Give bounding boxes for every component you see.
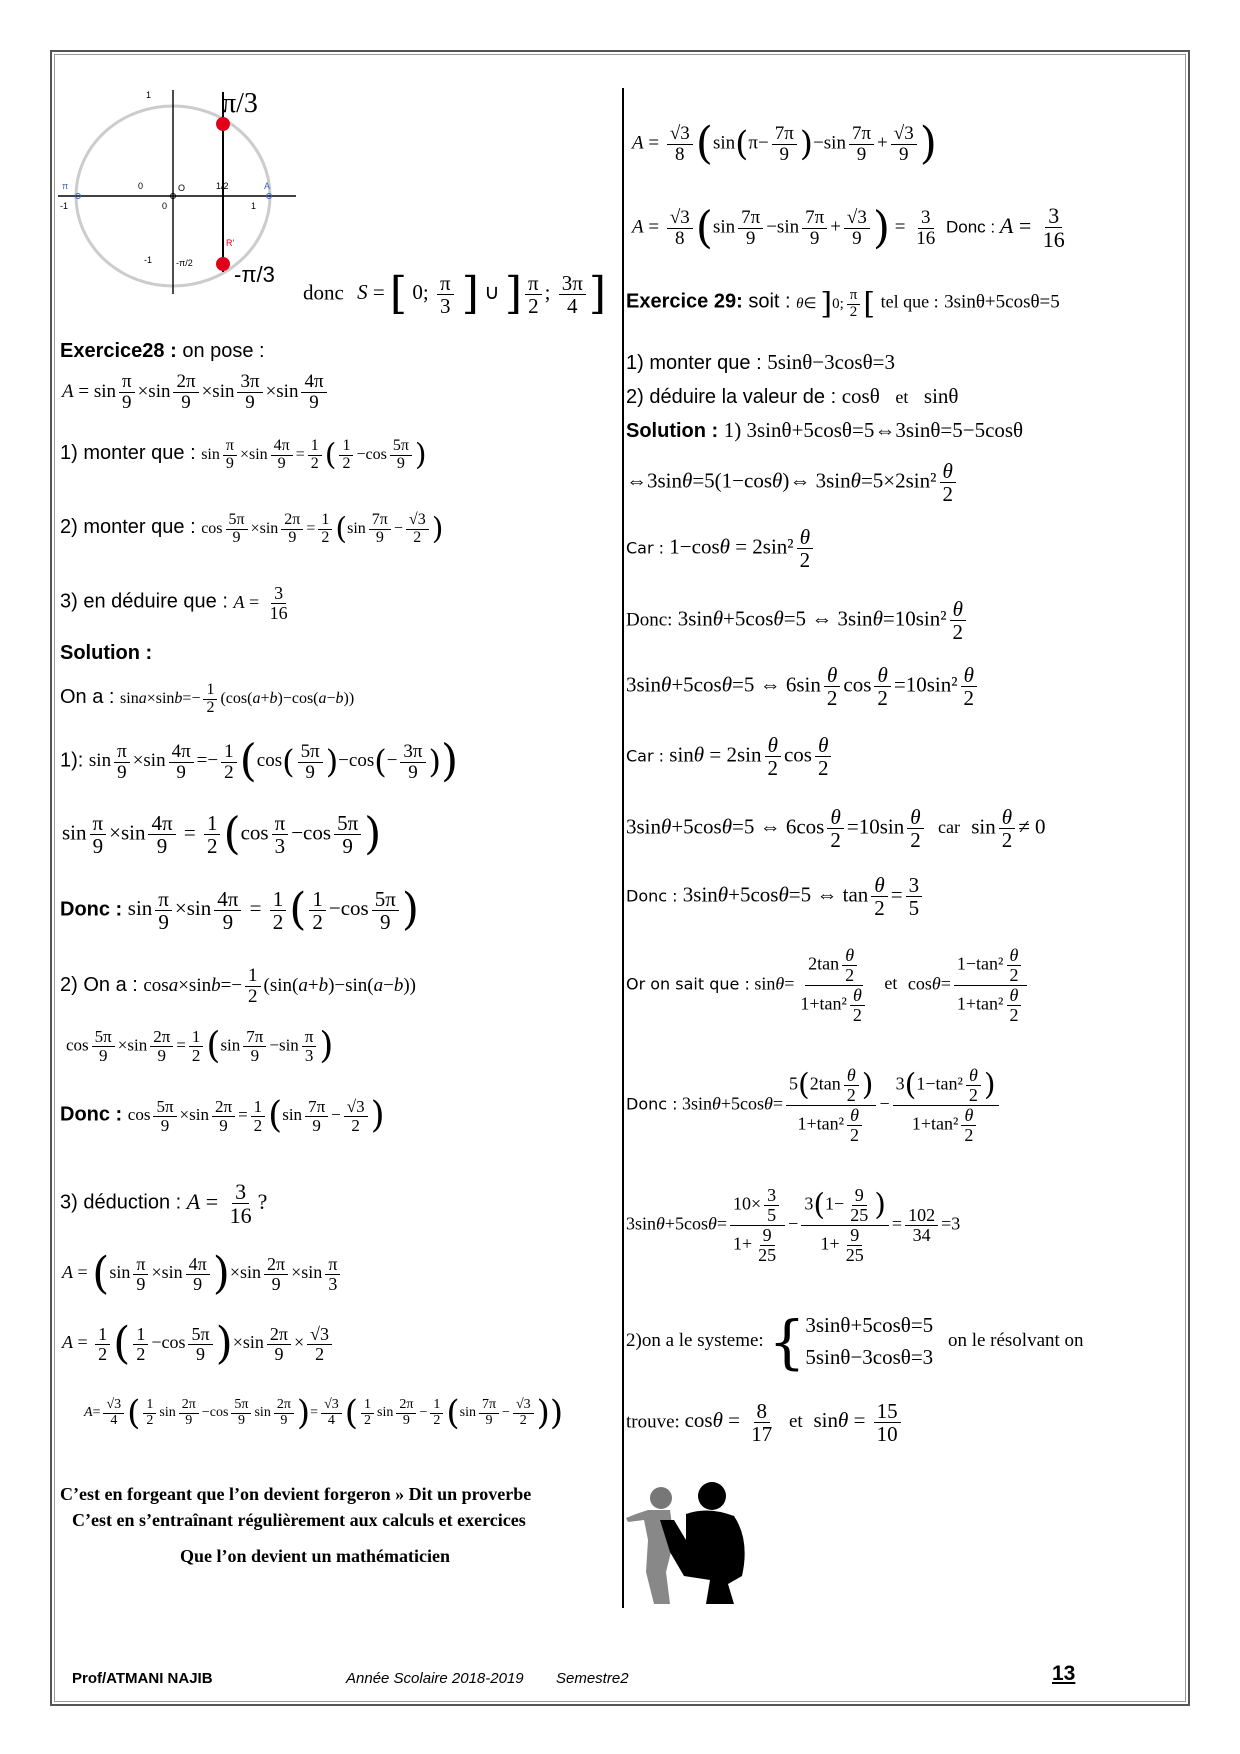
ex28-on-a: On a : sina×sinb=− $\frac{1}{2}$ (cos(a+b)−cos(a−b)) [60, 681, 355, 716]
ex28-q1: 1) monter que : sin $\frac{\pi}{9}$ ×sin $\frac{4\pi}{9}$ = $\frac{1}{2}$ ( $\frac{1}{2}$ −cos $\frac{5\pi}{9}$ ) [60, 437, 427, 473]
ex28-q2-label: 2) monter que : [60, 515, 196, 538]
donc-prefix: donc [303, 280, 344, 305]
footer-author: Prof/ATMANI NAJIB [72, 1670, 213, 1687]
s2-label: 2) On a : [60, 973, 138, 996]
ex29-q2 [626, 384, 958, 409]
donc-label: Donc : [626, 1094, 678, 1114]
s1-label: 1): [60, 749, 84, 772]
axis-label: -1 [144, 255, 153, 265]
ex28-A-definition: A = sin $\frac{\pi}{9}$ ×sin $\frac{2\pi}{9}$ ×sin $\frac{3\pi}{9}$ ×sin $\frac{4\pi}{9}$ [62, 372, 330, 413]
solution-set-line: donc S = [ 0; $\frac{\pi}{3}$ ] ∪ ] $\frac{\pi}{2}$ ; $\frac{3\pi}{4}$ ] [303, 268, 606, 320]
ex28-heading [60, 340, 265, 363]
ex29-title: Exercice 29: [626, 290, 743, 313]
ex29-system: 2)on a le systeme: { 3sinθ+5cosθ=5 5sinθ−3cosθ=3 on le résolvant on [626, 1307, 1084, 1376]
ex29-calc: 3sinθ+5cosθ= 10× $\frac{3}{5}$ 1+ $\frac{9}{25}$ − 3(1− $\frac{9}{25}$ ) 1+ $\frac{9}{25}$ = $\frac{102}{34}$ =3 [626, 1185, 961, 1265]
ex29-solution-line1 [626, 418, 1023, 443]
ex29-car1: Car : 1−cosθ = 2sin² $\frac{\theta}{2}$ [626, 526, 816, 571]
ex28-q3-label: 3) en déduire que : [60, 590, 228, 613]
column-divider [622, 88, 624, 1608]
label-pi-over-3: π/3 [222, 88, 258, 119]
ex28-intro: on pose : [182, 340, 265, 362]
quote-line2: C’est en s’entraînant régulièrement aux calculs et exercices [72, 1510, 526, 1530]
ex29-q2-sin: sinθ [923, 384, 959, 408]
ex28-s2-conclusion: Donc : cos $\frac{5\pi}{9}$ ×sin $\frac{2\pi}{9}$ = $\frac{1}{2}$ (sin $\frac{7\pi}{9}$ − $\frac{√3}{2}$ ) [60, 1095, 385, 1137]
car-label: Car : [626, 746, 665, 766]
axis-label: 1 [146, 90, 152, 100]
donc-label: Donc: [626, 609, 673, 631]
or-label: Or on sait que : [626, 974, 750, 994]
ex28-s3-deduction: 3) déduction : A = $\frac{3}{16}$ ? [60, 1179, 268, 1229]
right-A-line2: A = $\frac{√3}{8}$ (sin $\frac{7\pi}{9}$ −sin $\frac{7\pi}{9}$ + $\frac{√3}{9}$ ) = $\frac{3}{16}$ Donc : A = $\frac{3}{16}$ [632, 202, 1065, 254]
ex28-s1-conclusion: Donc : sin $\frac{\pi}{9}$ ×sin $\frac{4\pi}{9}$ = $\frac{1}{2}$ ( $\frac{1}{2}$ −cos $\frac{5\pi}{9}$ ) [60, 884, 420, 936]
axis-label: O [178, 183, 186, 193]
ex29-soit: soit : [748, 290, 791, 313]
ex28-s3-line3: A= $\frac{√3}{4}$ ( $\frac{1}{2}$ sin $\frac{2\pi}{9}$ −cos $\frac{5\pi}{9}$ sin $\frac{2\pi}{9}$ )= $\frac{√3}{4}$ ( $\frac{1}{2}$ sin $\frac{2\pi}{9}$ − $\frac{1}{2}$ (sin $\frac{7\pi}{9}$ − $\frac{√3}{2}$ )) [84, 1393, 564, 1433]
ex28-s1-line1: 1): sin $\frac{\pi}{9}$ ×sin $\frac{4\pi}{9}$ =− $\frac{1}{2}$ (cos( $\frac{5\pi}{9}$ )−cos(− $\frac{3\pi}{9}$ )) [60, 736, 459, 787]
donc-label: Donc : [626, 886, 678, 906]
right-A-line1: A = $\frac{√3}{8}$ (sin(π− $\frac{7\pi}{9}$ )−sin $\frac{7\pi}{9}$ + $\frac{√3}{9}$ ) [632, 118, 937, 169]
ex29-heading: Exercice 29: soit : θ∈ ]0; $\frac{\pi}{2}$ [ tel que : 3sinθ+5cosθ=5 [626, 286, 1060, 322]
ex29-donc3: Donc : 3sinθ+5cosθ= 5(2tan $\frac{\theta}{2}$ ) 1+tan² $\frac{\theta}{2}$ − 3(1−tan² $\frac{\theta}{2}$ ) 1+tan² $\frac{\theta}{2}$ [626, 1066, 1002, 1145]
axis-label: R' [226, 238, 235, 248]
donc-label: Donc : [946, 217, 996, 237]
ex29-solution-title: Solution : [626, 420, 719, 442]
axis-label: A [264, 181, 271, 191]
trouve-label: trouve: [626, 1411, 680, 1433]
sys-eq2: 5sinθ−3cosθ=3 [805, 1344, 934, 1369]
donc-label: Donc : [60, 1103, 123, 1126]
quote-line3: Que l’on devient un mathématicien [180, 1546, 450, 1566]
axis-label: -π/2 [176, 258, 193, 268]
axis-label: 1 [251, 201, 257, 211]
ex28-q3: 3) en déduire que : A = $\frac{3}{16}$ [60, 583, 288, 623]
footer-semester: Semestre2 [556, 1670, 629, 1687]
car-word: car [937, 817, 960, 838]
ex29-eq: 3sinθ+5cosθ=5 [944, 291, 1060, 313]
result-et: et [789, 1411, 803, 1433]
ex28-s2-line1: cos $\frac{5\pi}{9}$ ×sin $\frac{2\pi}{9}$ = $\frac{1}{2}$ (sin $\frac{7\pi}{9}$ −sin $\frac{\pi}{3}$ ) [66, 1025, 334, 1067]
label-minus-pi-over-3: -π/3 [234, 262, 275, 287]
sys-eq1: 3sinθ+5cosθ=5 [805, 1313, 934, 1337]
axis-label: 0 [162, 201, 168, 211]
ex29-q1-label: 1) monter que : [626, 352, 762, 374]
ex29-line-a: 3sinθ+5cosθ=5 ⇔ 6sin $\frac{\theta}{2}$ cos $\frac{\theta}{2}$ =10sin² $\frac{\theta}{2}$ [626, 664, 980, 709]
or-et: et [884, 973, 898, 994]
teacher-student-silhouette [626, 1480, 756, 1606]
ex29-result: trouve: cosθ = $\frac{8}{17}$ et sinθ = $\frac{15}{10}$ [626, 1400, 904, 1445]
ex29-or: Or on sait que : sinθ= 2tan $\frac{\theta}{2}$ 1+tan² $\frac{\theta}{2}$ et cosθ= 1−tan² $\frac{\theta}{2}$ 1+tan² $\frac{\theta}{2}$ [626, 946, 1030, 1025]
donc-label: Donc : [60, 898, 123, 921]
ex29-q2-label: 2) déduire la valeur de : [626, 386, 837, 408]
on-a-label: On a : [60, 685, 115, 708]
ex28-s3-line2: A = $\frac{1}{2}$ ( $\frac{1}{2}$ −cos $\frac{5\pi}{9}$ )×sin $\frac{2\pi}{9}$ × $\frac{√3}{2}$ [62, 1322, 335, 1366]
axis-label: 0 [138, 181, 144, 191]
sys-after: on le résolvant on [947, 1329, 1084, 1351]
ex28-s2-on-a: 2) On a : cosa×sinb=− $\frac{1}{2}$ (sin(a+b)−sin(a−b)) [60, 965, 416, 1007]
ex28-s1-line2: sin $\frac{\pi}{9}$ ×sin $\frac{4\pi}{9}$ = $\frac{1}{2}$ (cos $\frac{\pi}{3}$ −cos $\frac{5\pi}{9}$ ) [62, 808, 382, 860]
ex29-sol-line1: 1) 3sinθ+5cosθ=5⇔3sinθ=5−5cosθ [723, 418, 1024, 442]
axis-label: -1 [60, 201, 69, 211]
ex29-telque: tel que : [880, 291, 939, 312]
ex29-car2: Car : sinθ = 2sin $\frac{\theta}{2}$ cos $\frac{\theta}{2}$ [626, 734, 834, 779]
ex29-q2-cos: cosθ [841, 384, 880, 408]
quote-line1: C’est en forgeant que l’on devient forgeron » Dit un proverbe [60, 1484, 532, 1504]
ex29-donc2: Donc : 3sinθ+5cosθ=5 ⇔ tan $\frac{\theta}{2}$ = $\frac{3}{5}$ [626, 874, 925, 919]
ex28-q1-label: 1) monter que : [60, 441, 196, 464]
ex28-solution-title: Solution : [60, 642, 153, 664]
ex29-line-b: 3sinθ+5cosθ=5 ⇔ 6cos $\frac{\theta}{2}$ =10sin $\frac{\theta}{2}$ car sin $\frac{\theta}{2}$ ≠ 0 [626, 805, 1046, 853]
ex28-title: Exercice28 : [60, 340, 177, 362]
ex28-q2: 2) monter que : cos $\frac{5\pi}{9}$ ×sin $\frac{2\pi}{9}$ = $\frac{1}{2}$ (sin $\frac{7\pi}{9}$ − $\frac{√3}{2}$ ) [60, 511, 444, 547]
axis-label: 1/2 [216, 181, 229, 191]
sys-label: 2)on a le systeme: [626, 1329, 764, 1351]
page-number: 13 [1052, 1662, 1076, 1685]
ex29-q1-expr: 5sinθ−3cosθ=3 [767, 350, 895, 374]
ex29-donc1: Donc: 3sinθ+5cosθ=5 ⇔ 3sinθ=10sin² $\frac{\theta}{2}$ [626, 598, 969, 643]
ex29-sol-line2: ⇔3sinθ=5(1−cosθ)⇔ 3sinθ=5×2sin² $\frac{\theta}{2}$ [626, 460, 959, 505]
ex29-q1 [626, 350, 895, 375]
s3-label: 3) déduction : [60, 1191, 182, 1214]
footer-year: Année Scolaire 2018-2019 [346, 1670, 524, 1687]
axis-label: π [62, 181, 69, 191]
ex28-s3-line1: A = (sin $\frac{\pi}{9}$ ×sin $\frac{4\pi}{9}$ )×sin $\frac{2\pi}{9}$ ×sin $\frac{\pi}{3}$ [62, 1252, 343, 1296]
ex29-q2-et: et [895, 387, 909, 407]
car-label: Car : [626, 538, 665, 558]
